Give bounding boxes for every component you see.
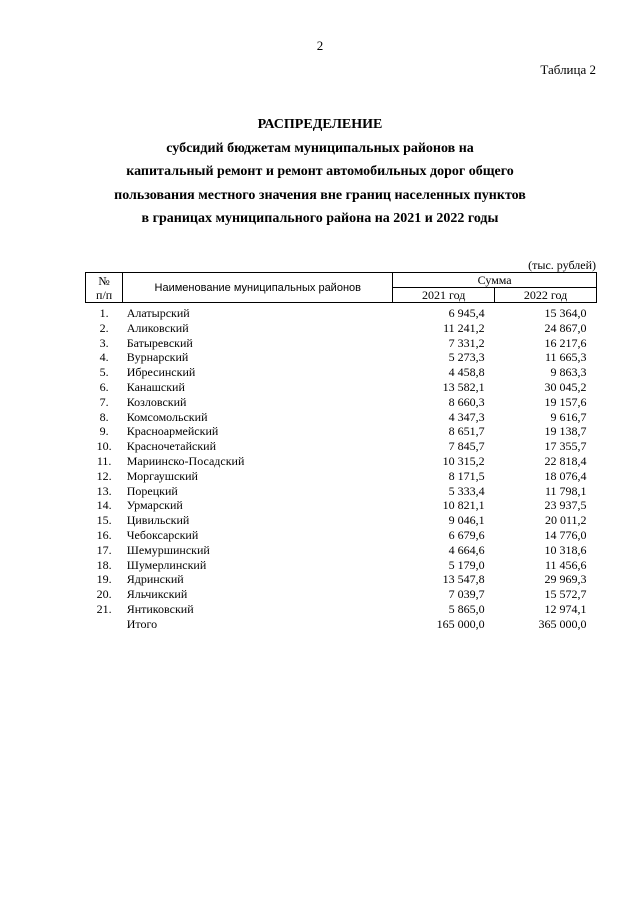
row-value-2021: 7 845,7 (448, 439, 485, 454)
row-number: 6. (99, 379, 109, 394)
row-number: 18. (96, 557, 112, 572)
title-line-1: РАСПРЕДЕЛЕНИЕ (257, 117, 383, 132)
row-number: 12. (96, 468, 112, 483)
row-district-name: Козловский (126, 394, 187, 409)
row-value-2022: 20 011,2 (544, 513, 587, 528)
row-value-2022: 17 355,7 (544, 439, 587, 454)
row-value-2022: 23 937,5 (544, 498, 587, 513)
row-district-name: Моргаушский (126, 468, 198, 483)
row-value-2022: 9 863,3 (550, 365, 587, 380)
row-value-2021: 5 333,4 (448, 483, 485, 498)
table-row (86, 454, 597, 469)
row-value-2022: 12 974,1 (544, 601, 587, 616)
row-number: 20. (96, 587, 112, 602)
table-row (86, 587, 597, 602)
row-number: 4. (99, 350, 109, 365)
row-district-name: Вурнарский (126, 350, 189, 365)
row-district-name: Красноармейский (126, 424, 219, 439)
row-value-2022: 29 969,3 (544, 572, 587, 587)
row-number: 17. (96, 542, 112, 557)
row-number: 1. (99, 306, 109, 320)
distribution-table (85, 272, 597, 632)
row-value-2022: 19 138,7 (544, 424, 587, 439)
total-row (86, 617, 597, 632)
table-row (86, 410, 597, 425)
row-value-2022: 18 076,4 (544, 468, 587, 483)
row-value-2022: 10 318,6 (544, 542, 587, 557)
row-district-name: Урмарский (126, 498, 183, 513)
row-value-2022: 30 045,2 (544, 379, 587, 394)
row-district-name: Яльчикский (126, 587, 188, 602)
row-value-2021: 8 651,7 (448, 424, 485, 439)
row-number: 9. (99, 424, 109, 439)
row-district-name: Ядринский (126, 572, 184, 587)
title-line-2: субсидий бюджетам муниципальных районов на (166, 140, 474, 156)
row-number: 3. (99, 335, 109, 350)
row-value-2022: 11 456,6 (544, 557, 587, 572)
row-value-2021: 6 945,4 (448, 306, 485, 320)
table-row (86, 572, 597, 587)
table-row (86, 528, 597, 543)
row-number: 11. (96, 453, 112, 468)
page-number: 2 (316, 38, 324, 53)
row-value-2021: 165 000,0 (436, 616, 485, 631)
row-value-2021: 5 273,3 (448, 350, 485, 365)
row-value-2022: 14 776,0 (544, 527, 587, 542)
table-body (86, 303, 597, 632)
title-line-4: пользования местного значения вне границ населенных пунктов (114, 187, 526, 203)
row-district-name: Шемуршинский (126, 542, 210, 557)
row-value-2021: 9 046,1 (448, 513, 485, 528)
row-district-name: Красночетайский (126, 439, 216, 454)
row-number: 14. (96, 498, 112, 513)
row-value-2021: 8 171,5 (448, 468, 485, 483)
table-row (86, 424, 597, 439)
table-row (86, 321, 597, 336)
row-number: 21. (96, 601, 112, 616)
table-row (86, 469, 597, 484)
row-value-2021: 5 179,0 (448, 557, 485, 572)
title-line-3: капитальный ремонт и ремонт автомобильных дорог общего (126, 164, 514, 179)
table-row (86, 602, 597, 617)
row-district-name: Канашский (126, 379, 185, 394)
row-district-name: Ибресинский (126, 365, 196, 380)
row-value-2021: 10 821,1 (442, 498, 485, 513)
table-row (86, 439, 597, 454)
row-value-2021: 4 347,3 (448, 409, 485, 424)
row-value-2021: 5 865,0 (448, 601, 485, 616)
header-name: Наименование муниципальных районов (123, 273, 393, 303)
units-label: (тыс. рублей) (528, 258, 596, 272)
row-number: 15. (96, 513, 112, 528)
row-value-2021: 7 039,7 (448, 587, 485, 602)
row-number (86, 617, 123, 632)
row-district-name: Алатырский (126, 306, 190, 320)
row-district-name: Итого (126, 616, 158, 631)
row-value-2021: 4 664,6 (448, 542, 485, 557)
table-row (86, 543, 597, 558)
table-row (86, 484, 597, 499)
row-number: 5. (99, 365, 109, 380)
row-value-2022: 19 157,6 (544, 394, 587, 409)
row-value-2021: 13 547,8 (442, 572, 485, 587)
row-value-2022: 11 798,1 (544, 483, 587, 498)
row-value-2022: 15 364,0 (544, 306, 587, 320)
row-number: 10. (96, 439, 112, 454)
table-row (86, 336, 597, 351)
row-district-name: Янтиковский (126, 601, 194, 616)
row-district-name: Комсомольский (126, 409, 208, 424)
row-value-2021: 13 582,1 (442, 379, 485, 394)
row-value-2022: 365 000,0 (538, 616, 587, 631)
row-number: 7. (99, 394, 109, 409)
table-row (86, 380, 597, 395)
row-value-2022: 22 818,4 (544, 453, 587, 468)
row-district-name: Порецкий (126, 483, 178, 498)
table-label: Таблица 2 (540, 62, 596, 77)
row-value-2021: 4 458,8 (448, 365, 485, 380)
header-2021: 2021 год (393, 288, 495, 303)
row-district-name: Шумерлинский (126, 557, 207, 572)
table-row (86, 558, 597, 573)
row-value-2022: 16 217,6 (544, 335, 587, 350)
row-value-2022: 11 665,3 (544, 350, 587, 365)
table-row (86, 303, 597, 321)
document-title (0, 113, 640, 231)
header-2022: 2022 год (495, 288, 597, 303)
table-row (86, 498, 597, 513)
table-row (86, 395, 597, 410)
row-value-2021: 6 679,6 (448, 527, 485, 542)
row-number: 19. (96, 572, 112, 587)
row-number: 8. (99, 409, 109, 424)
title-line-5: в границах муниципального района на 2021 и 2022 годы (141, 211, 499, 226)
table-row (86, 365, 597, 380)
row-district-name: Мариинско-Посадский (126, 453, 245, 468)
row-value-2021: 10 315,2 (442, 453, 485, 468)
row-district-name: Цивильский (126, 513, 190, 528)
table-row (86, 513, 597, 528)
row-value-2022: 15 572,7 (544, 587, 587, 602)
row-district-name: Чебоксарский (126, 527, 199, 542)
row-number: 2. (99, 320, 109, 335)
header-sum: Сумма (393, 273, 597, 288)
row-value-2021: 11 241,2 (443, 320, 485, 335)
row-district-name: Батыревский (126, 335, 193, 350)
row-district-name: Аликовский (126, 320, 189, 335)
row-number: 16. (96, 527, 112, 542)
row-value-2022: 9 616,7 (550, 409, 587, 424)
row-value-2021: 8 660,3 (448, 394, 485, 409)
row-value-2022: 24 867,0 (544, 320, 587, 335)
row-value-2021: 7 331,2 (448, 335, 485, 350)
header-num: № п/п (86, 273, 123, 303)
row-number: 13. (96, 483, 112, 498)
table-row (86, 350, 597, 365)
